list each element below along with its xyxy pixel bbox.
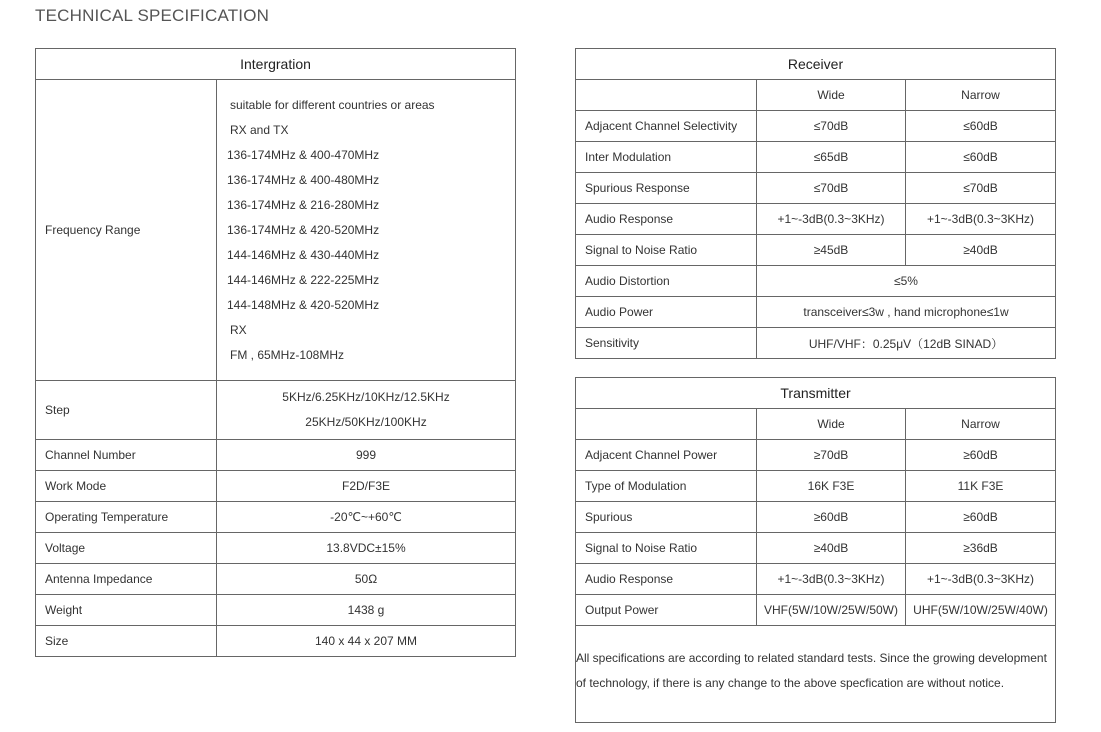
table-row (576, 266, 1056, 297)
row-label: Operating Temperature (36, 502, 217, 533)
row-value: 1438 g (217, 595, 516, 626)
table-row (576, 297, 1056, 328)
wide-value: ≤65dB (757, 142, 906, 173)
combined-value: transceiver≤3w , hand microphone≤1w (757, 297, 1056, 328)
narrow-value: ≤60dB (906, 142, 1056, 173)
table-row (576, 111, 1056, 142)
blank-cell (576, 409, 757, 440)
row-label: Channel Number (36, 440, 217, 471)
frequency-range-label: Frequency Range (36, 80, 217, 381)
narrow-value: +1~-3dB(0.3~3KHz) (906, 204, 1056, 235)
blank-cell (576, 80, 757, 111)
wide-value: 16K F3E (757, 471, 906, 502)
row-label: Type of Modulation (576, 471, 757, 502)
row-value: 13.8VDC±15% (217, 533, 516, 564)
row-label: Voltage (36, 533, 217, 564)
combined-value: ≤5% (757, 266, 1056, 297)
table-row (576, 328, 1056, 359)
frequency-line: FM , 65MHz-108MHz (230, 347, 345, 362)
narrow-value: ≥60dB (906, 502, 1056, 533)
table-row (36, 80, 516, 381)
table-row (576, 564, 1056, 595)
wide-value: ≤70dB (757, 111, 906, 142)
row-value: 50Ω (217, 564, 516, 595)
column-header-narrow: Narrow (906, 409, 1056, 440)
wide-value: VHF(5W/10W/25W/50W) (757, 595, 906, 626)
step-line: 25KHz/50KHz/100KHz (305, 415, 427, 429)
table-row (576, 204, 1056, 235)
table-row (36, 381, 516, 440)
frequency-line: 144-148MHz & 420-520MHz (227, 297, 380, 312)
column-header-wide: Wide (757, 409, 906, 440)
narrow-value: ≥36dB (906, 533, 1056, 564)
wide-value: ≤70dB (757, 173, 906, 204)
narrow-value: UHF(5W/10W/25W/40W) (906, 595, 1056, 626)
table-row (36, 533, 516, 564)
table-row (576, 502, 1056, 533)
table-row (576, 235, 1056, 266)
integration-header: Intergration (36, 49, 516, 80)
step-values (217, 381, 516, 440)
narrow-value: 11K F3E (906, 471, 1056, 502)
narrow-value: ≥40dB (906, 235, 1056, 266)
frequency-line: 136-174MHz & 216-280MHz (227, 197, 380, 212)
row-label: Inter Modulation (576, 142, 757, 173)
table-row (36, 595, 516, 626)
table-row (36, 502, 516, 533)
row-value: -20℃~+60℃ (217, 502, 516, 533)
transmitter-table (575, 377, 1056, 723)
wide-value: ≥45dB (757, 235, 906, 266)
table-row (576, 533, 1056, 564)
row-label: Audio Distortion (576, 266, 757, 297)
row-label: Weight (36, 595, 217, 626)
row-label: Audio Response (576, 204, 757, 235)
row-value: 140 x 44 x 207 MM (217, 626, 516, 657)
column-header-narrow: Narrow (906, 80, 1056, 111)
row-label: Audio Response (576, 564, 757, 595)
frequency-range-values (217, 80, 516, 381)
table-row (36, 471, 516, 502)
wide-value: ≥40dB (757, 533, 906, 564)
table-row (576, 626, 1056, 723)
disclaimer-note (576, 626, 1056, 723)
table-row (576, 409, 1056, 440)
frequency-line: RX (230, 322, 247, 337)
row-value: F2D/F3E (217, 471, 516, 502)
table-row (36, 626, 516, 657)
row-label: Signal to Noise Ratio (576, 533, 757, 564)
table-row (576, 80, 1056, 111)
integration-table (35, 48, 516, 657)
disclaimer-line: of technology, if there is any change to the above specfication are without notice. (576, 676, 1005, 690)
row-label: Spurious (576, 502, 757, 533)
frequency-line: 144-146MHz & 222-225MHz (227, 272, 380, 287)
wide-value: ≥60dB (757, 502, 906, 533)
row-label: Sensitivity (576, 328, 757, 359)
step-line: 5KHz/6.25KHz/10KHz/12.5KHz (282, 390, 450, 404)
row-value: 999 (217, 440, 516, 471)
row-label: Adjacent Channel Selectivity (576, 111, 757, 142)
table-row (576, 440, 1056, 471)
frequency-line: 136-174MHz & 400-480MHz (227, 172, 380, 187)
row-label: Spurious Response (576, 173, 757, 204)
wide-value: ≥70dB (757, 440, 906, 471)
step-label: Step (36, 381, 217, 440)
table-row (576, 142, 1056, 173)
disclaimer-line: All specifications are according to related standard tests. Since the growing development (576, 651, 1047, 665)
receiver-table (575, 48, 1056, 359)
row-label: Audio Power (576, 297, 757, 328)
frequency-line: 144-146MHz & 430-440MHz (227, 247, 380, 262)
narrow-value: ≥60dB (906, 440, 1056, 471)
row-label: Size (36, 626, 217, 657)
wide-value: +1~-3dB(0.3~3KHz) (757, 564, 906, 595)
table-row (36, 440, 516, 471)
row-label: Work Mode (36, 471, 217, 502)
column-header-wide: Wide (757, 80, 906, 111)
table-row (576, 471, 1056, 502)
row-label: Antenna Impedance (36, 564, 217, 595)
row-label: Output Power (576, 595, 757, 626)
narrow-value: ≤60dB (906, 111, 1056, 142)
table-row (36, 564, 516, 595)
narrow-value: ≤70dB (906, 173, 1056, 204)
transmitter-header: Transmitter (576, 378, 1056, 409)
row-label: Signal to Noise Ratio (576, 235, 757, 266)
page-title: TECHNICAL SPECIFICATION (35, 6, 270, 25)
row-label: Adjacent Channel Power (576, 440, 757, 471)
combined-value: UHF/VHF：0.25μV（12dB SINAD） (757, 328, 1056, 359)
frequency-line: 136-174MHz & 420-520MHz (227, 222, 380, 237)
wide-value: +1~-3dB(0.3~3KHz) (757, 204, 906, 235)
frequency-line: 136-174MHz & 400-470MHz (227, 147, 380, 162)
table-row (576, 173, 1056, 204)
receiver-header: Receiver (576, 49, 1056, 80)
table-row (576, 595, 1056, 626)
frequency-line: suitable for different countries or areas (230, 97, 435, 112)
narrow-value: +1~-3dB(0.3~3KHz) (906, 564, 1056, 595)
frequency-line: RX and TX (230, 122, 289, 137)
